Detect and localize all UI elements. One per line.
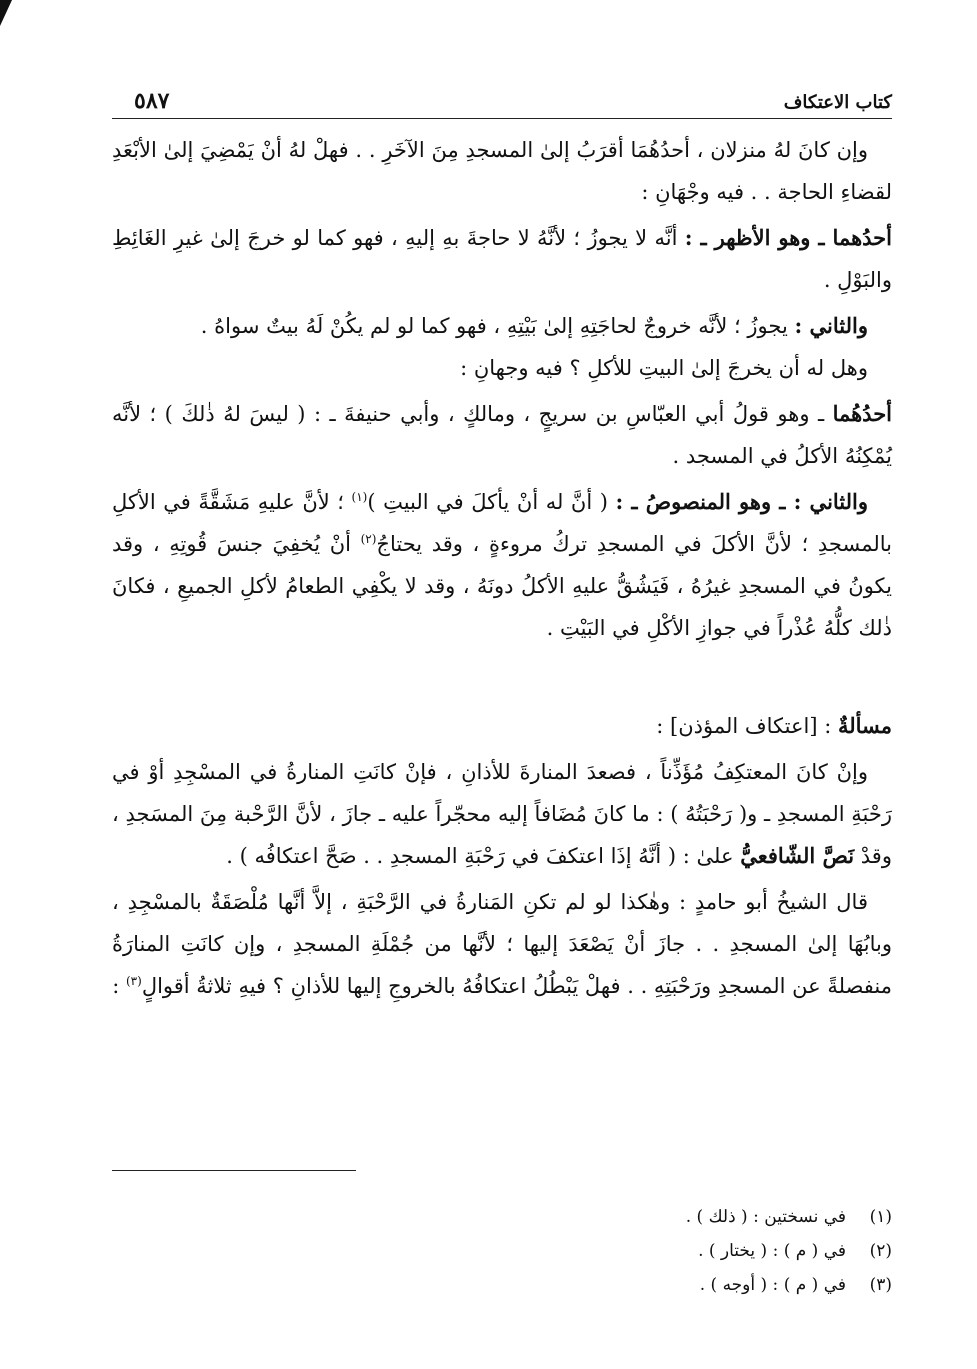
footnote-text: في ( م ) : ( يختار ) . [698, 1241, 846, 1261]
paragraph-first-view [112, 217, 892, 301]
paragraph-text: وإنْ كانَ المعتكِفُ مُؤَذِّناً ، فصعدَ المنارةَ للأذانِ ، فإنْ كانَتِ المنارةُ في المسْجِدِ أوْ في رَحْبَةِ المسجدِ ـ و( رَحْبَتُهُ ) : ما كانَ مُضَافاً إليه محجّراً عليه ـ جازَ ، لأنَّ الرَّحْبة مِنَ المسَجدِ ، وقدْ [112, 760, 892, 868]
paragraph-abu-hamid [112, 881, 892, 1007]
masala-word: مسألةٌ [837, 713, 892, 738]
paragraph-eating-second-view [112, 481, 892, 649]
footnote-item [292, 1234, 892, 1268]
paragraph-eating-question: وهل له أن يخرجَ إلىٰ البيتِ للأكلِ ؟ فيه وجهانِ : [460, 356, 868, 380]
paragraph-text: ـ وهو قولُ أبي العبّاسِ بن سريجٍ ، ومالكٍ ، وأبي حنيفةَ ـ : ( ليسَ لهُ ذٰلكَ ) ؛ لأنَّه يُمْكِنُهُ الأكلُ في المسجد . [112, 402, 892, 468]
section-heading-masala [112, 705, 892, 747]
paragraph-lead: أحدُهُما [832, 401, 893, 426]
page-corner-mark [0, 0, 12, 26]
paragraph-text: يجوزُ ؛ لأنَّه خروجٌ لحاجَتِهِ إلىٰ بَيْتِهِ ، فهو كما لو لم يكُنْ لَهُ بيتٌ سواهُ . [200, 314, 795, 338]
paragraph-eating-first-view [112, 393, 892, 477]
paragraph-text: ؛ لأنَّ عليهِ مَشَقَّةً في الأكلِ بالمسجدِ ؛ لأنَّ الأكلَ في المسجدِ تركُ مروءةٍ ، وقد يحتاجُ [112, 490, 892, 556]
footnote-number: (٣) [869, 1275, 892, 1295]
footnote-text: في ( م ) : ( أوجه ) . [699, 1275, 846, 1295]
masala-title: : [اعتكاف المؤذن] : [656, 714, 838, 738]
page-number: ٥٨٧ [134, 88, 170, 114]
footnote-ref-3: (٣) [125, 974, 142, 988]
running-title: كتاب الاعتكاف [783, 92, 892, 113]
footnote-item [292, 1200, 892, 1234]
shafii-name: نَصَّ الشّافعيُّ [740, 843, 855, 868]
footnote-text: في نسختين : ( ذلك ) . [685, 1207, 846, 1227]
footnote-number: (١) [869, 1207, 892, 1227]
footnotes [292, 1200, 892, 1302]
paragraph-lead: والثاني : [794, 313, 868, 338]
footnote-ref-2: (٢) [360, 532, 377, 546]
paragraph-text: أنَّه لا يجوزُ ؛ لأنَّهُ لا حاجةَ بهِ إليهِ ، فهو كما لو خرجَ إلىٰ غيرِ الغَائِطِ والبَوْلِ . [112, 226, 892, 292]
footnote-ref-1: (١) [351, 490, 368, 504]
page-header [112, 88, 892, 119]
paragraph-lead: أحدُهما ـ وهو الأظهر ـ : [684, 225, 892, 250]
paragraph-two-houses: وإن كانَ لهُ منزلان ، أحدُهُمَا أقرَبُ إلىٰ المسجدِ مِنَ الآخَرِ . . فهلْ لهُ أنْ يَمْضِيَ إلىٰ الأبْعَدِ لقضاءِ الحاجة . . فيه وجْهَانِ : [112, 138, 892, 204]
book-page [112, 88, 892, 1007]
paragraph-text: ( أنَّ له أنْ يأكلَ في البيتِ ) [367, 490, 616, 514]
footnote-separator [112, 1170, 356, 1171]
paragraph-text: : [112, 974, 126, 998]
paragraph-text: علىٰ : ( أنَّهُ إذَا اعتكفَ في رَحْبَةِ المسجدِ . . صَحَّ اعتكافُه ) . [226, 844, 741, 868]
footnote-number: (٢) [869, 1241, 892, 1261]
paragraph-text: أنْ يُخفِيَ جنسَ قُوتِهِ ، وقد يكونُ في المسجدِ غيرُهُ ، فَيَشُقُّ عليهِ الأكلُ دونَهُ ، وقد لا يكْفِي الطعامُ لأكلِ الجميعِ ، فكانَ ذٰلك كلُّهُ عُذْراً في جوازِ الأكْلِ في البَيْتِ . [112, 532, 892, 640]
paragraph-lead: والثاني : ـ وهو المنصوصُ ـ : [615, 489, 869, 514]
paragraph-second-view [112, 305, 892, 347]
footnote-item [292, 1268, 892, 1302]
paragraph-text: قال الشيخُ أبو حامدٍ : وهٰكذا لو لم تكنِ المَنارةُ في الرَّحْبَةِ ، إلاَّ أنَّها مُلْصَقَةٌ بالمسْجِدِ ، وبابُهَا إلىٰ المسجدِ . . جازَ أنْ يَصْعَدَ إليها ؛ لأنَّها من جُمْلَةِ المسجدِ ، وإن كانَتِ المنارَةُ منفصلةً عن المسجدِ ورَحْبَتِهِ . . فهلْ يَبْطُلُ اعتكافُهُ بالخروجِ إليها للأذانِ ؟ فيهِ ثلاثةُ أقوالٍ [112, 890, 892, 998]
paragraph-muezzin [112, 751, 892, 877]
